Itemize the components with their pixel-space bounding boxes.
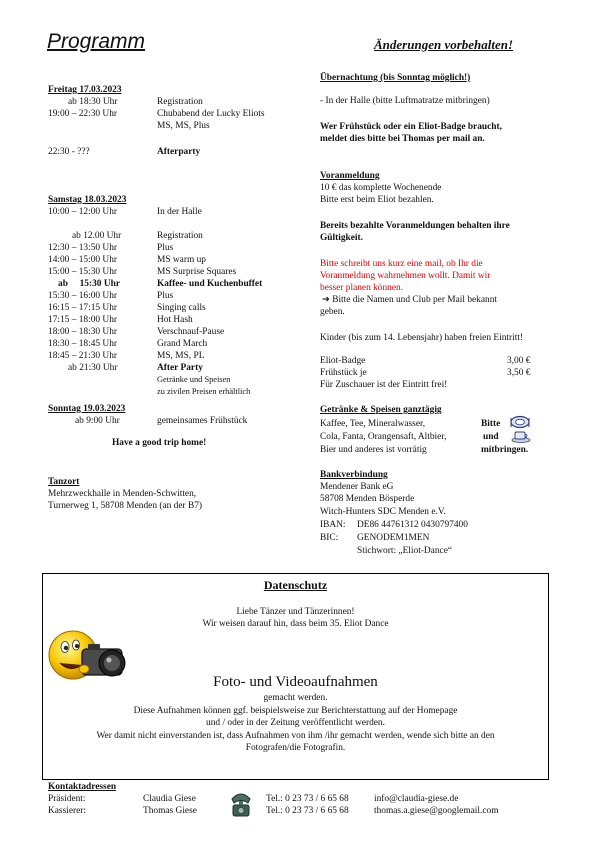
contact-phone: Tel.: 0 23 73 / 6 65 68 <box>266 794 349 804</box>
overnight-note: Wer Frühstück oder ein Eliot-Badge braucht, <box>320 122 502 132</box>
changes-note: Änderungen vorbehalten! <box>374 37 514 52</box>
privacy-text: Fotografen/die Fotografin. <box>245 743 346 753</box>
contact-name: Claudia Giese <box>143 794 196 804</box>
contact-phone: Tel.: 0 23 73 / 6 65 68 <box>266 806 349 816</box>
telephone-icon <box>230 790 252 818</box>
schedule-row: 18:45 – 21:30 Uhr MS, MS, PL <box>48 351 205 361</box>
schedule-row: 16:15 – 17:15 Uhr Singing calls <box>48 303 206 313</box>
schedule-row: 18:00 – 18:30 Uhr Verschnauf-Pause <box>48 327 225 337</box>
registration-text: 10 € das komplette Wochenende <box>320 183 442 193</box>
schedule-row: 18:30 – 18:45 Uhr Grand March <box>48 339 208 349</box>
iban-value: DE86 44761312 0430797400 <box>357 520 468 530</box>
friday-heading: Freitag 17.03.2023 <box>48 85 122 95</box>
contacts-heading: Kontaktadressen <box>48 782 117 792</box>
privacy-text: gemacht werden. <box>263 693 328 703</box>
arrow-note-cont: geben. <box>320 307 345 317</box>
schedule-row: 12:30 – 13:50 Uhr Plus <box>48 243 174 253</box>
schedule-row: ab 18:30 Uhr Registration <box>68 97 203 107</box>
bic-value: GENODEM1MEN <box>357 533 430 543</box>
schedule-row: ab 15:30 Uhr Kaffee- und Kuchenbuffet <box>58 279 263 289</box>
contact-role: Präsident: <box>48 794 86 804</box>
schedule-row: 19:00 – 22:30 Uhr Chubabend der Lucky Eliots <box>48 109 265 119</box>
drinks-text: Kaffee, Tee, Mineralwasser, <box>320 419 426 429</box>
contact-role: Kassierer: <box>48 806 87 816</box>
price-value: 3,50 € <box>507 368 531 378</box>
overnight-note: meldet dies bitte bei Thomas per mail an. <box>320 134 485 144</box>
contact-email[interactable]: thomas.a.giese@googlemail.com <box>374 806 499 816</box>
kids-note: Kinder (bis zum 14. Lebensjahr) haben freien Eintritt! <box>320 333 524 343</box>
venue-heading: Tanzort <box>48 477 80 487</box>
bank-heading: Bankverbindung <box>320 470 388 480</box>
registration-paid-note: Gültigkeit. <box>320 233 363 243</box>
bring-text: Bitte <box>481 419 501 429</box>
overnight-text: - In der Halle (bitte Luftmatratze mitbringen) <box>320 96 490 106</box>
schedule-row: zu zivilen Preisen erhältlich <box>157 387 251 396</box>
schedule-row: 14:00 – 15:00 Uhr MS warm up <box>48 255 206 265</box>
drinks-text: Cola, Fanta, Orangensaft, Altbier, <box>320 432 447 442</box>
saturday-heading: Samstag 18.03.2023 <box>48 195 127 205</box>
registration-paid-note: Bereits bezahlte Voranmeldungen behalten ihre <box>320 221 510 231</box>
cup-icon <box>510 430 532 443</box>
registration-heading: Voranmeldung <box>320 171 380 181</box>
price-label: Frühstück je <box>320 368 367 378</box>
privacy-text: und / oder in der Zeitung veröffentlicht werden. <box>206 718 385 728</box>
privacy-text: Diese Aufnahmen können ggf. beispielsweise zur Berichterstattung auf der Homepage <box>133 706 458 716</box>
sunday-heading: Sonntag 19.03.2023 <box>48 404 126 414</box>
bring-text: und <box>483 432 499 442</box>
privacy-heading: Datenschutz <box>263 578 328 592</box>
spectators-note: Für Zuschauer ist der Eintritt frei! <box>320 380 448 390</box>
venue-address-line: Turnerweg 1, 58708 Menden (an der B7) <box>48 501 203 511</box>
schedule-row: ab 12.00 Uhr Registration <box>72 231 203 241</box>
bank-line: Witch-Hunters SDC Menden e.V. <box>320 507 446 517</box>
schedule-row: ab 9:00 Uhr gemeinsames Frühstück <box>75 416 248 426</box>
registration-red-note: Voranmeldung wahrnehmen wollt. Damit wir <box>320 271 491 281</box>
price-value: 3,00 € <box>507 356 531 366</box>
schedule-row: Getränke und Speisen <box>157 375 231 384</box>
privacy-text: Wer damit nicht einverstanden ist, dass Aufnahmen von ihm /ihr gemacht werden, wende sich bitte an den <box>96 731 495 741</box>
price-label: Eliot-Badge <box>320 356 366 366</box>
contact-email[interactable]: info@claudia-giese.de <box>374 794 459 804</box>
drinks-text: Bier und anderes ist vorrätig <box>320 445 427 455</box>
drinks-heading: Getränke & Speisen ganztägig <box>320 405 442 415</box>
arrow-note: ➔ Bitte die Namen und Club per Mail bekannt <box>322 294 498 305</box>
iban-label: IBAN: <box>320 520 346 530</box>
schedule-row: MS, MS, Plus <box>157 121 210 131</box>
venue-address-line: Mehrzweckhalle in Menden-Schwitten, <box>48 489 197 499</box>
arrow-right-icon: ➔ <box>322 294 330 305</box>
contact-name: Thomas Giese <box>143 806 197 816</box>
farewell-text: Have a good trip home! <box>112 438 207 448</box>
bic-label: BIC: <box>320 533 339 543</box>
schedule-row: 17:15 – 18:00 Uhr Hot Hash <box>48 315 193 325</box>
privacy-text: Liebe Tänzer und Tänzerinnen! <box>236 607 355 617</box>
privacy-big-text: Foto- und Videoaufnahmen <box>213 674 378 690</box>
schedule-row: 10:00 – 12:00 Uhr In der Halle <box>48 207 202 217</box>
schedule-row: ab 21:30 Uhr After Party <box>68 363 203 373</box>
page-title: Programm <box>47 30 146 53</box>
registration-red-note: besser planen können. <box>320 283 404 293</box>
schedule-row: 15:00 – 15:30 Uhr MS Surprise Squares <box>48 267 237 277</box>
registration-red-note: Bitte schreibt uns kurz eine mail, ob Ihr die <box>320 259 483 269</box>
schedule-row: 22:30 - ??? Afterparty <box>48 147 201 157</box>
privacy-text: Wir weisen darauf hin, dass beim 35. Eliot Dance <box>202 619 389 629</box>
bring-text: mitbringen. <box>481 445 529 455</box>
plate-icon <box>509 415 531 429</box>
schedule-row: 15:30 – 16:00 Uhr Plus <box>48 291 174 301</box>
payment-reference: Stichwort: „Eliot-Dance“ <box>357 546 453 556</box>
bank-line: 58708 Menden Bösperde <box>320 494 415 504</box>
bank-line: Mendener Bank eG <box>320 482 394 492</box>
registration-text: Bitte erst beim Eliot bezahlen. <box>320 195 434 205</box>
overnight-heading: Übernachtung (bis Sonntag möglich!) <box>320 73 471 83</box>
